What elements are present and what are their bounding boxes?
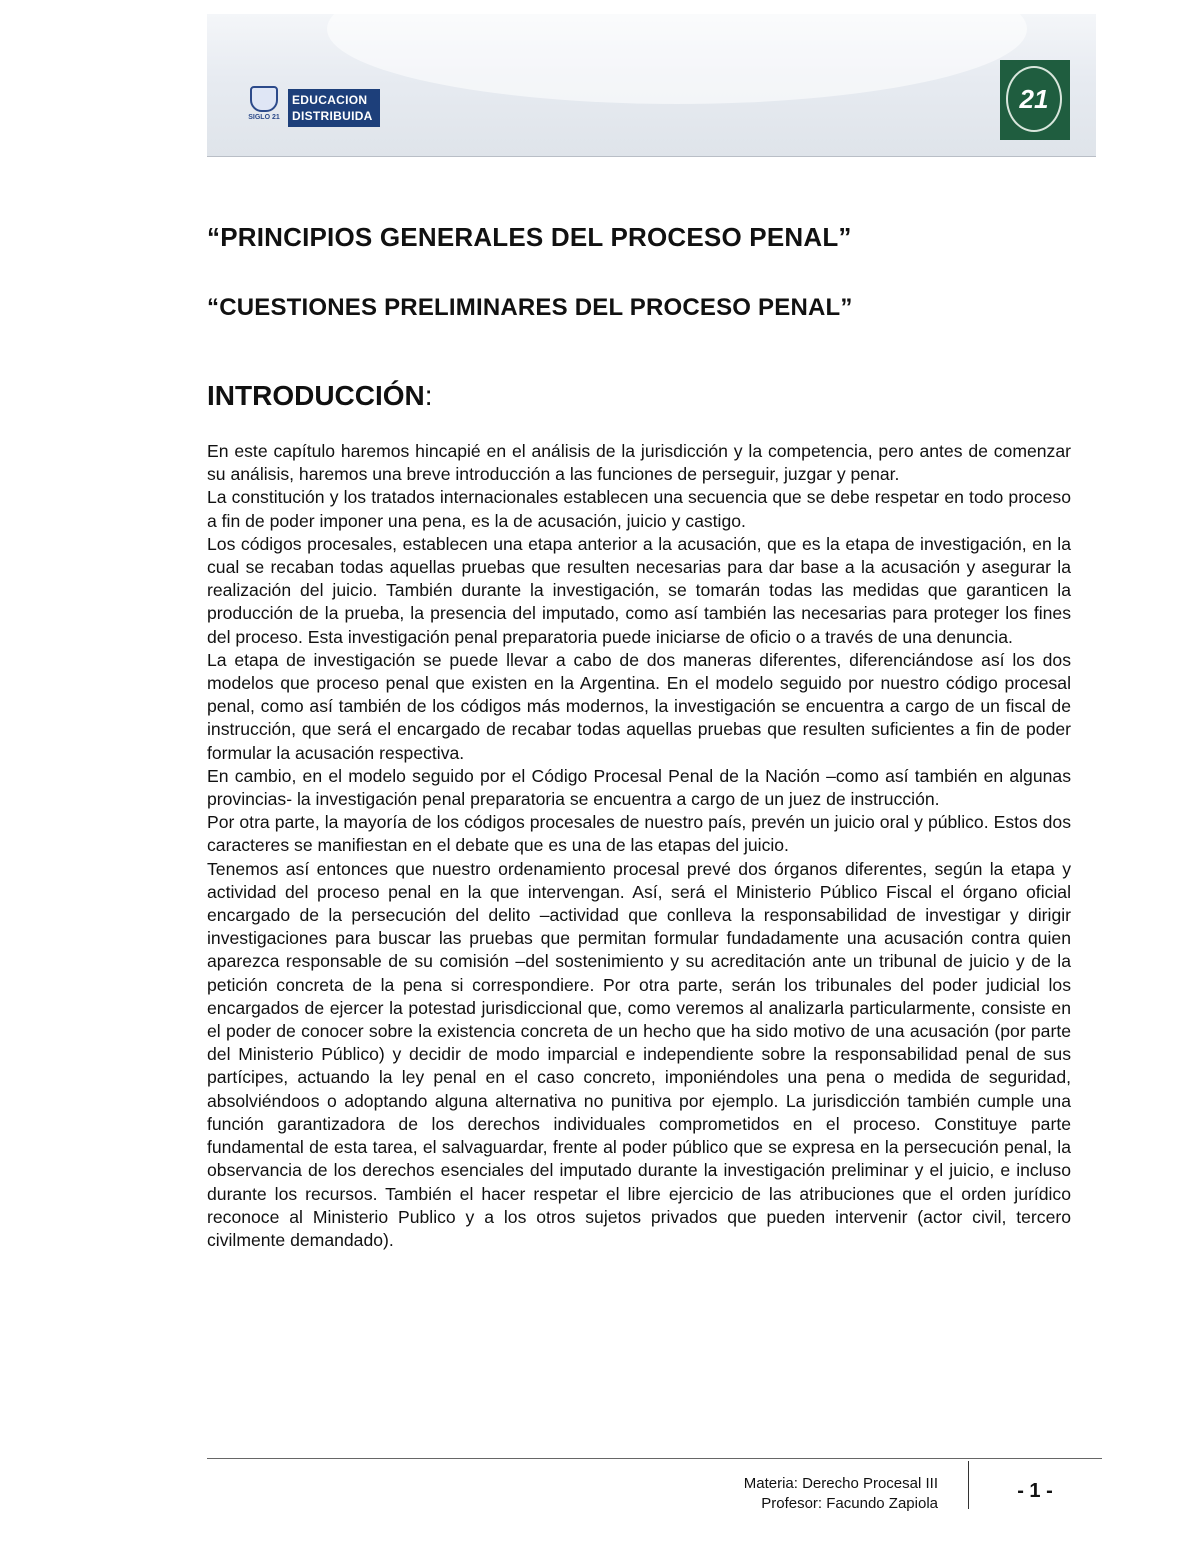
footer-rule — [207, 1458, 1102, 1459]
paragraph: Por otra parte, la mayoría de los códigos procesales de nuestro país, prevén un juicio oral y público. Estos dos caracteres se manifiestan en el debate que es una de las etapas del juicio. — [207, 812, 1071, 856]
section-heading-text: INTRODUCCIÓN — [207, 380, 425, 411]
paragraph: En cambio, en el modelo seguido por el Código Procesal Penal de la Nación –como así también en algunas provincias- la investigación penal preparatoria se encuentra a cargo de un juez de instrucción. — [207, 765, 1071, 810]
crest-text: SIGLO 21 — [248, 114, 280, 121]
section-heading — [207, 380, 433, 412]
footer-subject: Materia: Derecho Procesal III — [743, 1475, 938, 1492]
edu-logo-box — [288, 89, 380, 127]
paragraph: La constitución y los tratados internacionales establecen una secuencia que se debe respetar en todo proceso a fin de poder imponer una pena, es la de acusación, juicio y castigo. — [207, 487, 1071, 531]
edu-logo-line2: DISTRIBUIDA — [292, 109, 373, 123]
educacion-distribuida-logo — [244, 86, 380, 130]
paragraph: Los códigos procesales, establecen una etapa anterior a la acusación, que es la etapa de investigación, en la cual se recaban todas aquellas pruebas que resulten necesarias para dar base a la acusación y asegurar la realización del juicio. También durante la investigación, se tomarán todas las medidas que garanticen la producción de la prueba, la presencia del imputado, como así también las necesarias para proteger los fines del proceso. Esta investigación penal preparatoria puede iniciarse de oficio o a través de una denuncia. — [207, 533, 1071, 647]
footer-divider — [968, 1461, 969, 1509]
paragraph: La etapa de investigación se puede llevar a cabo de dos maneras diferentes, diferenciándose así los dos modelos que proceso penal que existen en la Argentina. En el modelo seguido por nuestro código procesal penal, como así también de los códigos más modernos, la investigación se encuentra a cargo de un fiscal de instrucción, que será el encargado de recabar todas aquellas pruebas que resulten suficientes a fin de poder formular la acusación respectiva. — [207, 649, 1071, 763]
section-heading-colon: : — [424, 380, 433, 411]
logo-ring — [1006, 66, 1062, 132]
footer-professor: Profesor: Facundo Zapiola — [761, 1495, 938, 1512]
university-21-logo — [1000, 60, 1070, 140]
header-swoosh — [327, 14, 1027, 104]
paragraph: En este capítulo haremos hincapié en el análisis de la jurisdicción y la competencia, pero antes de comenzar su análisis, haremos una breve introducción a las funciones de perseguir, juzgar y penar. — [207, 441, 1071, 485]
document-title: “PRINCIPIOS GENERALES DEL PROCESO PENAL” — [207, 222, 852, 252]
edu-logo-line1: EDUCACION — [292, 93, 368, 107]
page-number: - 1 - — [1017, 1480, 1053, 1502]
university-crest-icon — [244, 86, 284, 130]
document-subtitle: “CUESTIONES PRELIMINARES DEL PROCESO PENAL” — [207, 294, 853, 321]
footer-info — [744, 1474, 938, 1514]
logo-number: 21 — [1019, 84, 1049, 114]
paragraph: Tenemos así entonces que nuestro ordenamiento procesal prevé dos órganos diferentes, según la etapa y actividad del proceso penal en la que intervengan. Así, será el Ministerio Público Fiscal el órgano oficial encargado de la persecución del delito –actividad que conlleva la responsabilidad de investigar y dirigir investigaciones para buscar las pruebas que permitan formular fundadamente una acusación contra quien aparezca responsable de su comisión –del sostenimiento y su acreditación ante un tribunal de juicio y de la petición concreta de la pena si correspondiere. Por otra parte, serán los tribunales del poder judicial los encargados de ejercer la potestad jurisdiccional que, como veremos al analizarla particularmente, consiste en el poder de conocer sobre la existencia concreta de un hecho que ha sido motivo de una acusación (por parte del Ministerio Público) y decidir de modo imparcial e independiente sobre la responsabilidad penal de sus partícipes, actuando la ley penal en el caso concreto, imponiéndoles una pena o medida de seguridad, absolviéndoos o adoptando alguna alternativa no punitiva por ejemplo. La jurisdicción también cumple una función garantizadora de los derechos individuales comprometidos en el proceso. Constituye parte fundamental de esta tarea, el salvaguardar, frente al poder público que se expresa en la persecución penal, la observancia de los derechos esenciales del imputado durante la investigación preliminar y el juicio, e incluso durante los recursos. También el hacer respetar el libre ejercicio de las atribuciones que el orden jurídico reconoce al Ministerio Publico y a los otros sujetos privados que pueden intervenir (actor civil, tercero civilmente demandado). — [207, 858, 1071, 1250]
body-text — [207, 440, 1071, 1252]
